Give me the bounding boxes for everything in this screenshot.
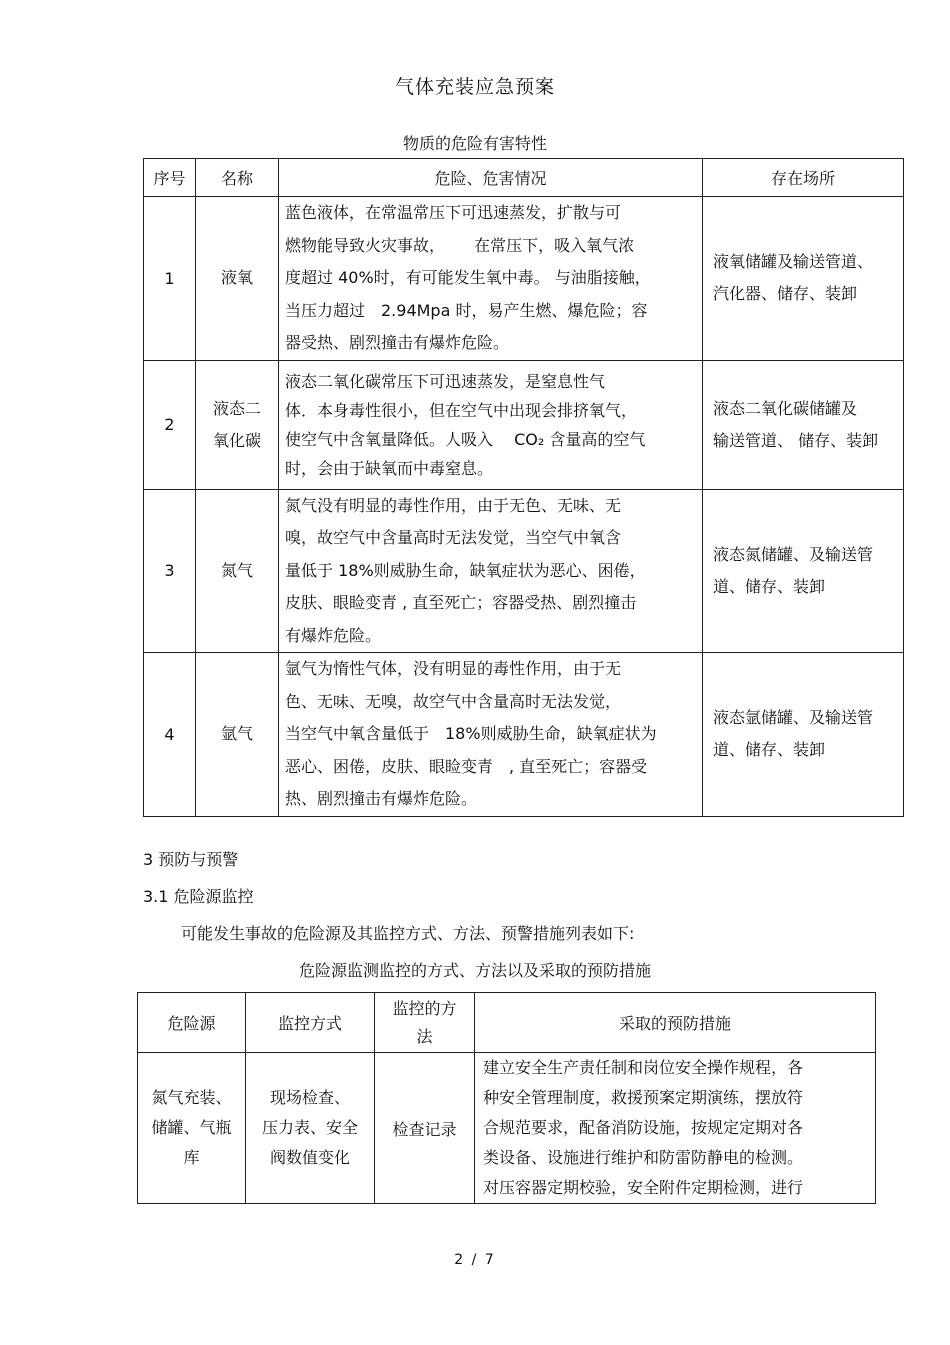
row-name — [196, 360, 279, 489]
location-line: 液态氮储罐、及输送管 — [713, 544, 874, 564]
hazard-line: 液态二氧化碳常压下可迅速蒸发，是窒息性气 — [285, 371, 606, 391]
hazard-line: 嗅，故空气中含量高时无法发觉，当空气中氧含 — [285, 528, 622, 547]
hazard-line: 器受热、剧烈撞击有爆炸危险。 — [285, 333, 510, 352]
row-no: 3 — [144, 489, 196, 653]
header-location: 存在场所 — [703, 159, 904, 197]
location-line: 道、储存、装卸 — [713, 740, 826, 760]
source-line: 氮气充装、 — [151, 1088, 232, 1107]
source-line: 库 — [183, 1148, 200, 1167]
header-source: 危险源 — [138, 993, 246, 1053]
name-line: 液态二 — [212, 398, 261, 418]
table-row — [144, 197, 904, 361]
location-line: 液态氩储罐、及输送管 — [713, 708, 874, 728]
hazard-line: 蓝色液体，在常温常压下可迅速蒸发，扩散与可 — [285, 203, 622, 222]
table-row — [144, 360, 904, 489]
header-approach — [375, 993, 475, 1053]
row-location — [703, 360, 904, 489]
hazard-line: 燃物能导致火灾事故， 在常压下，吸入氧气浓 — [285, 235, 635, 255]
header-approach-line: 监控的方 — [392, 998, 457, 1018]
header-approach-line: 法 — [416, 1026, 433, 1046]
table-row — [138, 1053, 876, 1204]
table1-header-row — [144, 159, 904, 197]
measures-line: 类设备、设施进行维护和防雷防静电的检测。 — [483, 1148, 804, 1167]
page-number: 2 / 7 — [454, 1252, 496, 1268]
row-no: 1 — [144, 197, 196, 361]
measures-line: 建立安全生产责任制和岗位安全操作规程，各 — [483, 1058, 804, 1077]
hazard-line: 当压力超过 2.94Mpa 时，易产生燃、爆危险；容 — [285, 300, 648, 320]
measures-line: 对压容器定期校验，安全附件定期检测，进行 — [483, 1178, 804, 1197]
hazard-properties-table — [143, 158, 904, 817]
row-source — [138, 1053, 246, 1204]
hazard-line: 体．本身毒性很小，但在空气中出现会排挤氧气， — [285, 400, 638, 420]
source-line: 储罐、气瓶 — [151, 1118, 232, 1137]
header-hazard: 危险、危害情况 — [279, 159, 703, 197]
method-line: 现场检查、 — [269, 1088, 350, 1107]
header-no: 序号 — [144, 159, 196, 197]
location-line: 液氧储罐及输送管道、 — [713, 252, 874, 272]
row-name — [196, 489, 279, 653]
row-measures — [475, 1053, 876, 1204]
row-no: 2 — [144, 360, 196, 489]
hazard-line: 皮肤、眼睑变青 , 直至死亡；容器受热、剧烈撞击 — [285, 593, 637, 612]
row-hazard — [279, 489, 703, 653]
hazard-line: 有爆炸危险。 — [285, 625, 382, 645]
row-name — [196, 653, 279, 817]
location-line: 输送管道、 储存、装卸 — [713, 430, 879, 450]
row-location — [703, 197, 904, 361]
header-method: 监控方式 — [246, 993, 375, 1053]
table2-caption: 危险源监测监控的方式、方法以及采取的预防措施 — [298, 961, 651, 980]
hazard-line: 热、剧烈撞击有爆炸危险。 — [285, 789, 478, 808]
name-line: 氧化碳 — [212, 430, 261, 450]
table2-header-row — [138, 993, 876, 1053]
row-method — [246, 1053, 375, 1204]
location-line: 液态二氧化碳储罐及 — [713, 398, 858, 418]
row-location — [703, 489, 904, 653]
row-location — [703, 653, 904, 817]
location-line: 道、储存、装卸 — [713, 576, 826, 596]
hazard-line: 使空气中含氧量降低。人吸入 CO₂ 含量高的空气 — [285, 429, 646, 449]
section-heading: 3 预防与预警 — [143, 850, 239, 869]
intro-paragraph: 可能发生事故的危险源及其监控方式、方法、预警措施列表如下: — [181, 924, 635, 943]
row-hazard — [279, 197, 703, 361]
hazard-line: 度超过 40%时，有可能发生氧中毒。 与油脂接触， — [285, 268, 651, 287]
hazard-monitoring-table — [137, 992, 876, 1204]
measures-line: 合规范要求，配备消防设施，按规定定期对各 — [483, 1118, 804, 1137]
row-no: 4 — [144, 653, 196, 817]
method-line: 压力表、安全 — [261, 1118, 358, 1137]
hazard-line: 氮气没有明显的毒性作用，由于无色、无味、无 — [285, 495, 622, 515]
header-measures: 采取的预防措施 — [475, 993, 876, 1053]
header-name: 名称 — [196, 159, 279, 197]
hazard-line: 当空气中氧含量低于 18%则威胁生命，缺氧症状为 — [285, 724, 657, 743]
name-line: 氩气 — [220, 724, 253, 744]
hazard-line: 色、无味、无嗅，故空气中含量高时无法发觉， — [285, 691, 622, 711]
table-row — [144, 653, 904, 817]
hazard-line: 氩气为惰性气体，没有明显的毒性作用，由于无 — [285, 659, 622, 678]
subsection-heading: 3.1 危险源监控 — [143, 887, 254, 906]
table-row — [144, 489, 904, 653]
row-hazard — [279, 360, 703, 489]
method-line: 阀数值变化 — [269, 1148, 350, 1167]
measures-line: 种安全管理制度，救援预案定期演练，摆放符 — [483, 1088, 804, 1107]
name-line: 氮气 — [220, 560, 253, 580]
name-line: 液氧 — [220, 268, 253, 288]
row-approach: 检查记录 — [375, 1053, 475, 1204]
hazard-line: 量低于 18%则威胁生命，缺氧症状为恶心、困倦， — [285, 560, 646, 580]
document-title: 气体充装应急预案 — [394, 76, 555, 98]
hazard-line: 时，会由于缺氧而中毒窒息。 — [285, 458, 494, 478]
table1-caption: 物质的危险有害特性 — [402, 134, 547, 153]
row-hazard — [279, 653, 703, 817]
location-line: 汽化器、储存、装卸 — [713, 284, 858, 304]
row-name — [196, 197, 279, 361]
hazard-line: 恶心、困倦，皮肤、眼睑变青 , 直至死亡；容器受 — [285, 756, 648, 776]
